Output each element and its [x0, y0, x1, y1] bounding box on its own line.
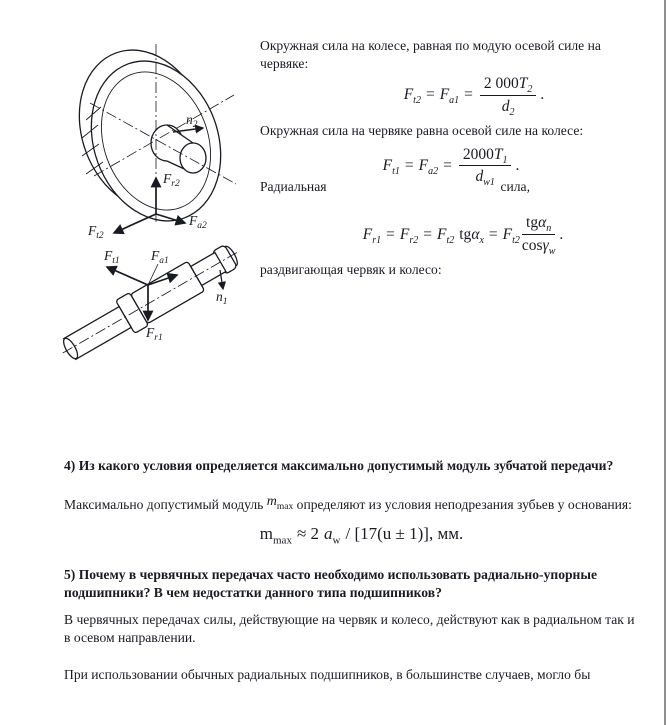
label-n1: $n_1$	[216, 289, 228, 307]
term: $F_{t1}$	[382, 157, 400, 178]
term: $F_{a1}$	[439, 86, 460, 107]
label-fr1: $F_{r1}$	[146, 325, 163, 343]
right-text-column	[260, 37, 642, 279]
paragraph-spreading: раздвигающая червяк и колесо:	[260, 261, 442, 277]
label-n2: $n_2$	[186, 112, 198, 130]
formula-ft2: $F_{t2}$ = $F_{a1}$ = $\frac{2 000T_2}{d_2}$ .	[403, 75, 545, 118]
m-max-inline: $m_{max}$	[266, 493, 294, 512]
term: $F_{r2}$	[399, 225, 419, 246]
fraction: $\frac{2 000T_2}{d_2}$	[480, 75, 537, 116]
radial-word: Радиальная	[260, 179, 327, 195]
paragraph-wheel-force: Окружная сила на колесе, равная по модую осевой силе на червяке:	[260, 38, 601, 71]
radial-force-row	[260, 178, 642, 196]
term: $F_{a2}$	[418, 157, 439, 178]
formula-m-max: $m_{max}$ ≈ 2 $a_w$ / [17(u ± 1)], мм.	[259, 523, 464, 546]
fraction: $\frac{2000T_1}{d_{w1}}$	[459, 146, 512, 187]
term: $F_{r1}$	[362, 225, 382, 246]
label-ft2: $F_{t2}$	[88, 223, 104, 241]
label-fa2: $F_{a2}$	[189, 213, 207, 231]
question-4-heading: 4) Из какого условия определяется максимально допустимый модуль зубчатой передачи?	[64, 458, 614, 473]
main-text-block	[64, 457, 642, 684]
term: $F_{t2}$	[403, 86, 421, 107]
paragraph-module: Максимально допустимый модуль $m_{max}$ определяют из условия неподрезания зубьев у основания:	[64, 493, 632, 512]
term: $a_w$	[324, 523, 341, 546]
term: tgα$_x$	[459, 225, 484, 246]
question-5-heading: 5) Почему в червячных передачах часто необходимо использовать радиально-упорные подшипники? В чем недостатки данного типа подшипников?	[64, 567, 598, 600]
fraction: $\frac{tg\alpha_n}{\cos\gamma_w}$	[521, 214, 556, 258]
paragraph-worm-force: Окружная сила на червяке равна осевой силе на колесе:	[260, 122, 584, 138]
label-fa1: $F_{a1}$	[151, 248, 169, 266]
label-ft1: $F_{t1}$	[104, 248, 120, 266]
term: $F_{t2}$	[437, 225, 455, 246]
term: $m_{max}$	[259, 523, 292, 546]
term: $F_{t2}$	[502, 225, 520, 246]
label-fr2: $F_{r2}$	[163, 171, 180, 189]
worm-wheel	[58, 32, 243, 240]
formula-fr: $F_{r1}$ = $F_{r2}$ = $F_{t2}$ tgα$_x$ = $F_{t2}$ $\frac{tg\alpha_n}{\cos\gamma_w}$ .	[362, 214, 564, 258]
paragraph-plain-bearings: При использовании обычных радиальных подшипников, в большинстве случаев, могло бы	[64, 667, 591, 683]
sila-word: сила,	[500, 179, 530, 195]
worm-gear-diagram	[52, 28, 264, 380]
formula-ft1: $F_{t1}$ = $F_{a2}$ = $\frac{2000T_1}{d_{w1}}$ .	[382, 145, 520, 189]
paragraph-forces-directions: В червячных передачах силы, действующие на червяк и колесо, действуют как в радиальном так и в осевом направлении.	[64, 612, 635, 645]
